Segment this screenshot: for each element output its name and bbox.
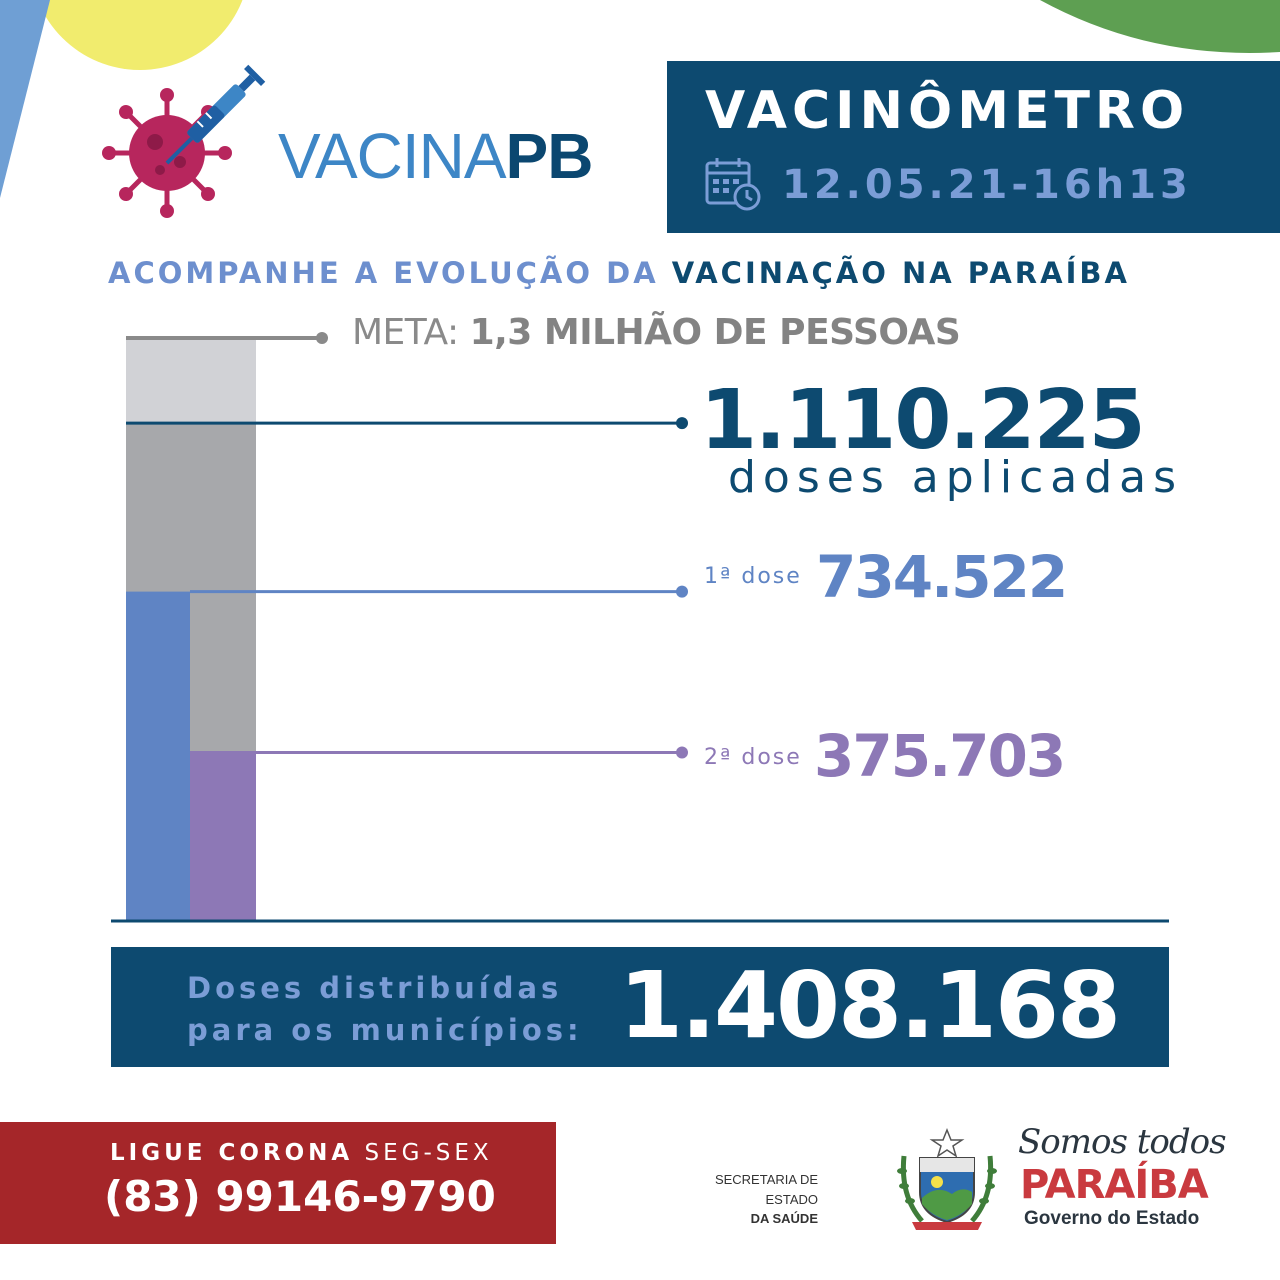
second-dose-leader-dot bbox=[676, 747, 688, 759]
distributed-label-line1: Doses distribuídas bbox=[187, 971, 563, 1005]
second-dose-value: 375.703 bbox=[814, 722, 1065, 790]
goal-label-value: 1,3 MILHÃO DE PESSOAS bbox=[469, 312, 961, 353]
total-doses-caption: doses aplicadas bbox=[728, 452, 1184, 503]
first-dose-label: 1ª dose bbox=[704, 564, 802, 589]
second-dose-bar bbox=[190, 753, 256, 921]
hotline-banner bbox=[0, 1122, 556, 1244]
secretaria-saude bbox=[660, 1170, 818, 1229]
logo-text-pb: PB bbox=[505, 120, 593, 192]
logo-text-vacina: VACINA bbox=[278, 120, 506, 192]
hotline-label bbox=[110, 1140, 493, 1166]
goal-label bbox=[352, 312, 960, 353]
first-dose-bar bbox=[126, 592, 190, 921]
slogan-state: PARAÍBA bbox=[1020, 1162, 1208, 1208]
header-title: VACINÔMETRO bbox=[705, 81, 1190, 141]
slogan-government: Governo do Estado bbox=[1024, 1208, 1200, 1229]
second-dose-label: 2ª dose bbox=[704, 745, 802, 770]
secretaria-line2: DA SAÚDE bbox=[750, 1211, 818, 1226]
goal-leader-dot bbox=[316, 332, 328, 344]
hotline-phone[interactable]: (83) 99146-9790 bbox=[104, 1172, 496, 1221]
slogan-script: Somos todos bbox=[1018, 1122, 1226, 1162]
subtitle-part1: ACOMPANHE A EVOLUÇÃO DA bbox=[108, 256, 659, 290]
header-datetime: 12.05.21-16h13 bbox=[782, 162, 1192, 208]
state-coat-of-arms-icon bbox=[892, 1126, 1002, 1236]
goal-label-prefix: META: bbox=[352, 312, 459, 353]
first-dose-leader-dot bbox=[676, 586, 688, 598]
total-doses-value: 1.110.225 bbox=[700, 373, 1144, 468]
hotline-label-bold: LIGUE CORONA bbox=[110, 1140, 354, 1166]
distributed-doses-value: 1.408.168 bbox=[619, 952, 1119, 1059]
subtitle-part2: VACINAÇÃO NA PARAÍBA bbox=[671, 256, 1130, 290]
secretaria-line1: SECRETARIA DE ESTADO bbox=[714, 1172, 818, 1207]
distributed-doses-panel bbox=[111, 947, 1169, 1067]
total-leader-dot bbox=[676, 417, 688, 429]
hotline-label-days: SEG-SEX bbox=[364, 1140, 493, 1166]
distributed-doses-label bbox=[187, 967, 583, 1051]
distributed-label-line2: para os municípios: bbox=[187, 1013, 583, 1048]
first-dose-value: 734.522 bbox=[816, 543, 1067, 611]
